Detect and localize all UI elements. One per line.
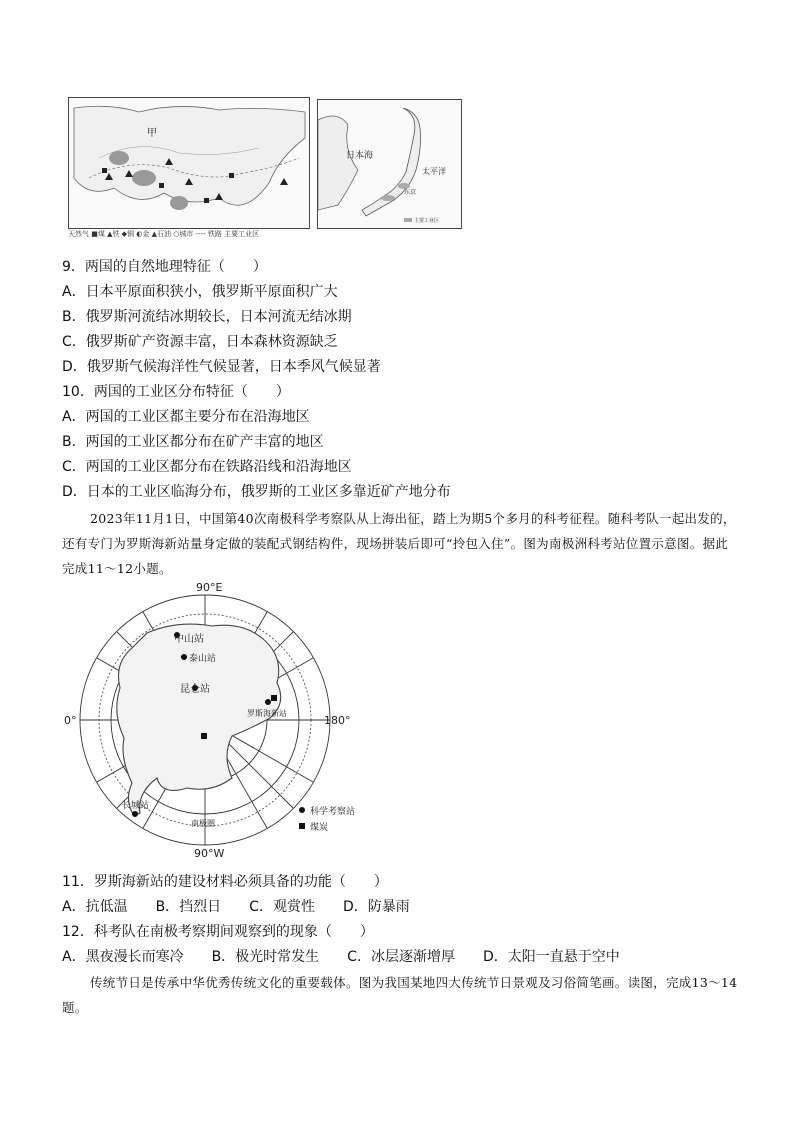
q10-option-a: A．两国的工业区都主要分布在沿海地区 (62, 409, 310, 425)
label-japan-sea: 日本海 (346, 151, 374, 161)
label-90e: 90°E (196, 581, 223, 594)
label-jia: 甲 (147, 128, 157, 139)
legend-coal: 煤炭 (310, 823, 329, 833)
q12-options: A．黑夜漫长而寒冷 B．极光时常发生 C．冰层逐渐增厚 D．太阳一直悬于空中 (62, 949, 620, 965)
q10-option-b: B．两国的工业区都分布在矿产丰富的地区 (62, 434, 324, 450)
russia-map-legend: 天然气 ■煤 ▲铁 ◆铜 ◐金 ▲石油 ○城市 ---- 铁路 主要工业区 (68, 230, 260, 238)
q9-option-c: C．俄罗斯矿产资源丰富，日本森林资源缺乏 (62, 334, 338, 350)
legend-station: 科学考察站 (310, 807, 356, 817)
q11-stem: 11．罗斯海新站的建设材料必须具备的功能（ ） (62, 874, 388, 890)
q10-option-d: D．日本的工业区临海分布，俄罗斯的工业区多靠近矿产地分布 (62, 484, 451, 500)
label-ross-sea-station: 罗斯海新站 (247, 709, 287, 718)
q11-options: A．抗低温 B．挡烈日 C．观赏性 D．防暴雨 (62, 899, 410, 915)
label-zhongshan-station: 中山站 (174, 634, 204, 645)
label-180deg: 180° (324, 714, 351, 727)
antarctica-map (62, 578, 362, 860)
label-tokyo: 东京 (404, 189, 417, 196)
label-antarctic-circle: 南极圈 (191, 819, 215, 828)
passage-festivals: 传统节日是传承中华优秀传统文化的重要载体。图为我国某地四大传统节日景观及习俗简笔画。读图，完成13～14题。 (62, 975, 738, 1015)
q9-option-a: A．日本平原面积狭小，俄罗斯平原面积广大 (62, 284, 338, 300)
q9-option-b: B．俄罗斯河流结冰期较长，日本河流无结冰期 (62, 309, 352, 325)
label-great-wall-station: 长城站 (122, 801, 150, 811)
q9-option-d: D．俄罗斯气候海洋性气候显著，日本季风气候显著 (62, 359, 381, 375)
q12-stem: 12．科考队在南极考察期间观察到的现象（ ） (62, 924, 374, 940)
q9-stem: 9．两国的自然地理特征（ ） (62, 259, 267, 275)
label-pacific: 太平洋 (422, 167, 446, 176)
japan-map (317, 99, 462, 229)
label-kunlun-station: 昆仑站 (180, 684, 210, 695)
russia-map (68, 97, 310, 229)
label-japan-legend: 主要工业区 (414, 218, 440, 224)
label-taishan-station: 泰山站 (189, 654, 217, 664)
q10-option-c: C．两国的工业区都分布在铁路沿线和沿海地区 (62, 459, 352, 475)
label-90w: 90°W (194, 847, 225, 860)
label-0deg: 0° (64, 714, 77, 727)
passage-antarctica: 2023年11月1日，中国第40次南极科学考察队从上海出征，踏上为期5个多月的科考征程。随科考队一起出发的，还有专门为罗斯海新站量身定做的装配式钢结构件，现场拼装后即可“拎包入住”。图为南极洲科考站位置示意图。据此完成11～12小题。 (62, 511, 736, 576)
q10-stem: 10．两国的工业区分布特征（ ） (62, 384, 290, 400)
